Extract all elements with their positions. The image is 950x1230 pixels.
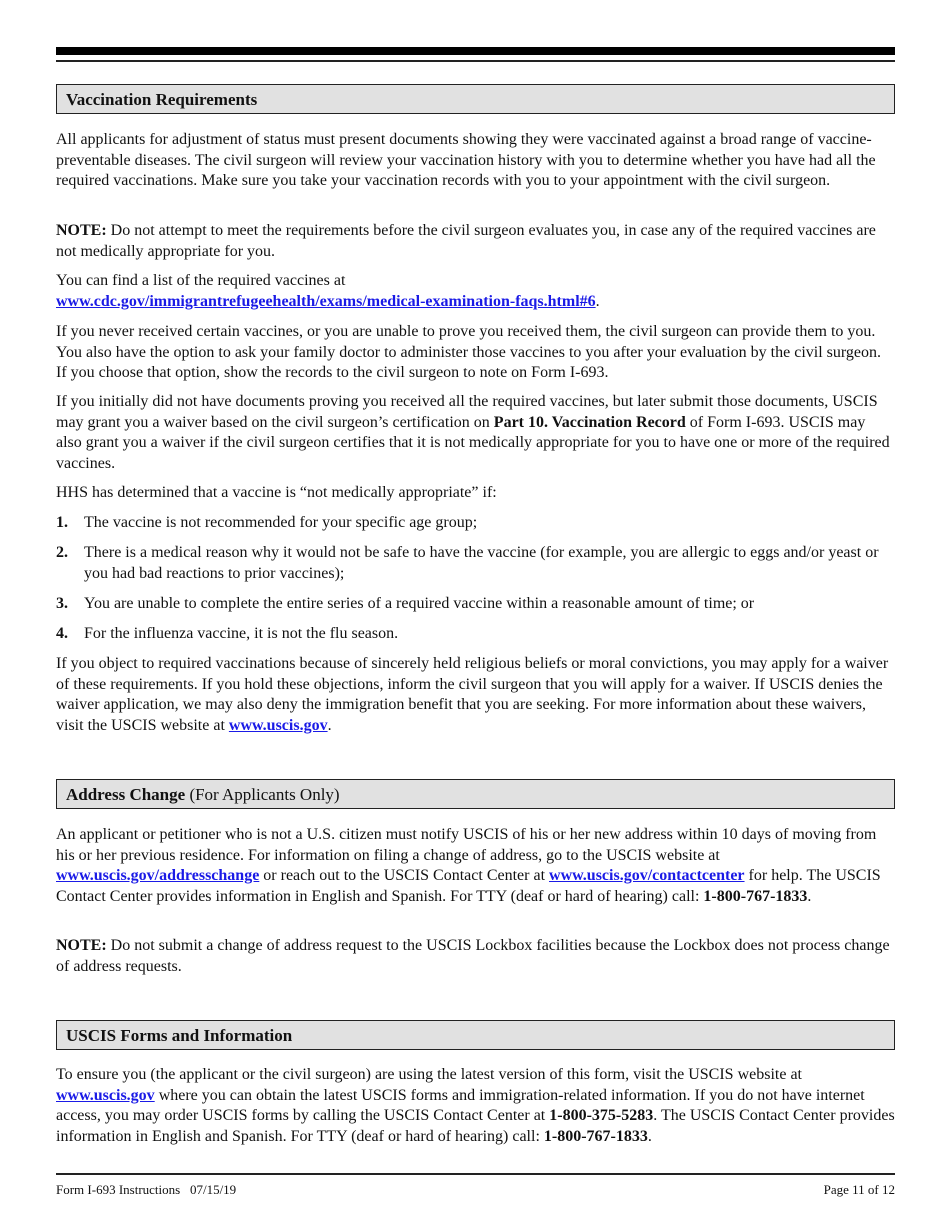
section-header-vaccination [56,84,895,114]
list-number: 3. [56,595,68,612]
part-10-reference: Part 10. Vaccination Record [493,413,686,431]
list-item [56,543,895,584]
tty-phone-number: 1-800-767-1833 [543,1127,648,1145]
tty-phone-number: 1-800-767-1833 [703,887,808,905]
address-note-paragraph [56,936,895,977]
waiver-paragraph [56,392,895,474]
period: . [327,716,332,734]
list-number: 4. [56,625,68,642]
top-rule-thick [56,47,895,55]
section-title: Address Change [66,785,186,804]
list-item [56,624,895,645]
vaccine-provision-paragraph: If you never received certain vaccines, or you are unable to prove you received them, the civil surgeon can provide them to you. You also have the option to ask your family doctor to administer those vaccines to you after your evaluation by the civil surgeon. If you choose that option, show the records to the civil surgeon to note on Form I-693. [56,323,882,381]
note-label: NOTE: [56,222,107,239]
period: . [807,887,812,905]
list-text: For the influenza vaccine, it is not the flu season. [84,625,399,642]
forms-text-b: where you can obtain the latest USCIS forms and immigration-related information. If you do not have internet access, you may order USCIS forms by calling the USCIS Contact Center at [56,1086,865,1124]
forms-info-paragraph [56,1065,895,1147]
vaccine-list-intro: You can find a list of the required vaccines at [56,272,346,289]
list-item [56,594,895,615]
vaccination-note-paragraph [56,221,895,262]
section-title: Vaccination Requirements [66,90,258,109]
cdc-vaccine-list-link[interactable]: www.cdc.gov/immigrantrefugeehealth/exams/medical-examination-faqs.html#6 [56,292,596,310]
section-title: USCIS Forms and Information [66,1026,293,1045]
vaccine-list-paragraph [56,271,895,312]
list-item [56,513,895,534]
footer-form-name: Form I-693 Instructions 07/15/19 [56,1182,237,1197]
section-header-forms-info [56,1020,895,1050]
note-label: NOTE: [56,937,107,954]
section-subtitle: (For Applicants Only) [185,785,340,804]
top-rule-thin [56,60,895,62]
waiver-text-after: of Form I-693. USCIS may also grant you a waiver if the civil surgeon certifies that it is not medically appropriate for you to have one or more of the required vaccines. [56,413,890,472]
contact-center-phone-number: 1-800-375-5283 [549,1107,654,1124]
note-text: Do not attempt to meet the requirements before the civil surgeon evaluates you, in case any of the required vaccines are not medically appropriate for you. [56,222,876,260]
address-text-a: An applicant or petitioner who is not a U.S. citizen must notify USCIS of his or her new address within 10 days of moving from his or her previous residence. For information on filing a change of address, go to the USCIS website at [56,826,877,864]
address-change-link[interactable]: www.uscis.gov/addresschange [56,867,260,884]
contact-center-link[interactable]: www.uscis.gov/contactcenter [549,867,745,884]
list-text: The vaccine is not recommended for your specific age group; [84,514,478,531]
religious-waiver-paragraph [56,654,895,736]
religious-waiver-text: If you object to required vaccinations because of sincerely held religious beliefs or moral convictions, you may apply for a waiver of these requirements. If you hold these objections, inform the civil surgeon that you will apply for a waiver. If USCIS denies the waiver application, we may also deny the immigration benefit that you are seeking. For more information about these waivers, visit the USCIS website at [56,655,889,734]
address-change-paragraph [56,825,895,907]
uscis-website-link[interactable]: www.uscis.gov [56,1086,155,1104]
address-text-b: or reach out to the USCIS Contact Center at [259,867,550,884]
period: . [647,1127,652,1145]
list-text: You are unable to complete the entire series of a required vaccine within a reasonable amount of time; or [84,595,755,612]
section-header-address-change [56,779,895,809]
vaccination-intro-paragraph: All applicants for adjustment of status must present documents showing they were vaccinated against a broad range of vaccine-preventable diseases. The civil surgeon will review your vaccination history with you to determine whether you have had all the required vaccinations. Make sure you take your vaccination records with you to your appointment with the civil surgeon. [56,131,876,189]
address-text-c: for help. The USCIS Contact Center provides information in English and Spanish. For TTY (deaf or hard of hearing) call: [56,867,881,905]
footer-rule [56,1173,895,1175]
note-text: Do not submit a change of address request to the USCIS Lockbox facilities because the Lockbox does not process change of address requests. [56,937,890,975]
list-number: 1. [56,514,68,531]
uscis-website-link[interactable]: www.uscis.gov [228,716,328,734]
period: . [595,292,600,310]
list-text: There is a medical reason why it would not be safe to have the vaccine (for example, you are allergic to eggs and/or yeast or you had bad reactions to prior vaccines); [84,544,879,582]
list-number: 2. [56,544,68,561]
hhs-intro: HHS has determined that a vaccine is “not medically appropriate” if: [56,484,497,501]
forms-text-c: . The USCIS Contact Center provides information in English and Spanish. For TTY (deaf or hard of hearing) call: [56,1107,895,1145]
footer-page-number: Page 11 of 12 [823,1182,895,1197]
forms-text-a: To ensure you (the applicant or the civil surgeon) are using the latest version of this form, visit the USCIS website at [56,1066,802,1083]
waiver-text-before: If you initially did not have documents proving you received all the required vaccines, but later submit those documents, USCIS may grant you a waiver based on the civil surgeon’s certification on [56,393,878,431]
